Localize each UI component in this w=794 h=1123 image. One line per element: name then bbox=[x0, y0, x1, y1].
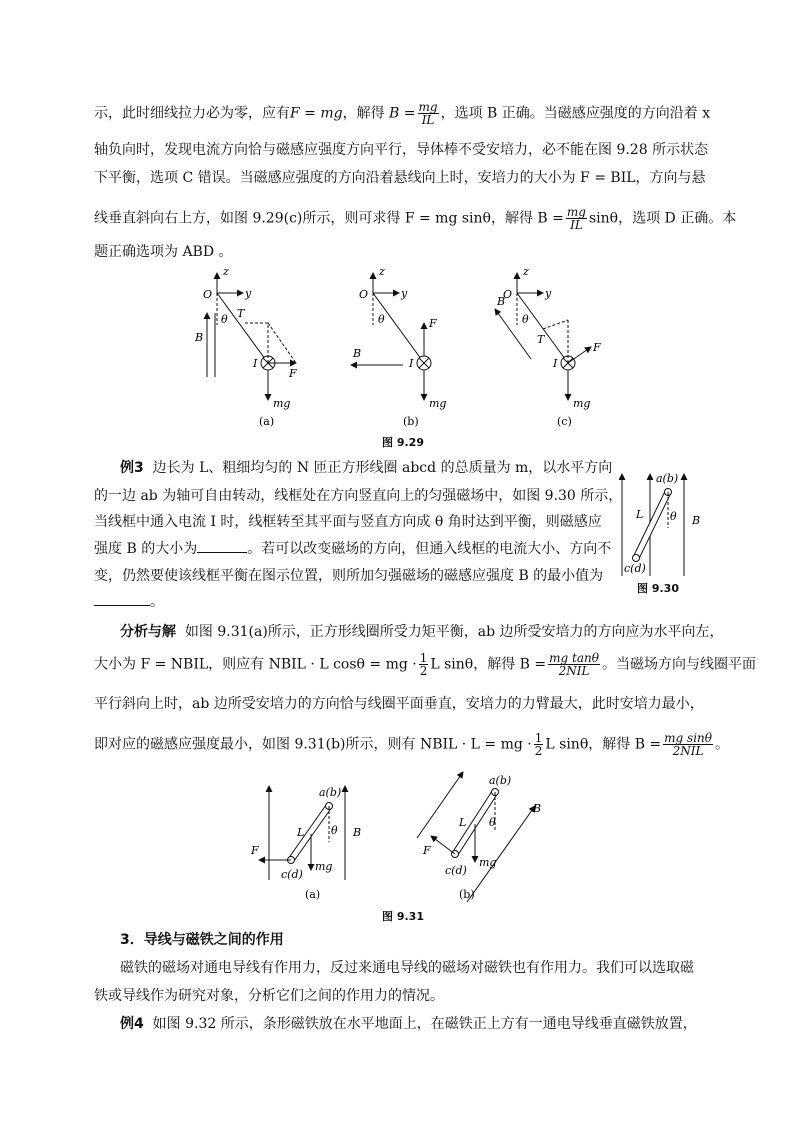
svg-text:c(d): c(d) bbox=[281, 868, 303, 881]
para1-line3: 下平衡，选项 C 错误。当磁感应强度的方向沿着悬线向上时，安培力的大小为 F = BIL，方向与悬 bbox=[94, 170, 706, 186]
ex3-line4: 强度 B 的大小为 。若可以改变磁场的方向，但通入线框的电流大小、方向不 bbox=[94, 541, 612, 557]
para1-line4: 线垂直斜向右上方，如图 9.29(c)所示，则可求得 F = mg sinθ，解得 B = $\frac{mg}{IL}$ sinθ，选项 D 正确。本 bbox=[94, 205, 737, 232]
svg-text:I: I bbox=[409, 357, 414, 370]
ex3-line2: 的一边 ab 为轴可自由转动，线框处在方向竖直向上的匀强磁场中，如图 9.30 所示， bbox=[94, 488, 623, 504]
svg-text:F: F bbox=[251, 844, 259, 857]
ex3-line1: 例3 边长为 L、粗细均匀的 N 匝正方形线圈 abcd 的总质量为 m，以水平方向 bbox=[120, 460, 613, 476]
svg-text:I: I bbox=[553, 357, 558, 370]
para1-line5: 题正确选项为 ABD 。 bbox=[94, 244, 233, 260]
svg-text:y: y bbox=[245, 287, 252, 300]
svg-text:B: B bbox=[692, 514, 701, 527]
svg-text:mg: mg bbox=[479, 856, 497, 869]
svg-text:L: L bbox=[459, 816, 467, 829]
fig929-b-label: (b) bbox=[403, 415, 419, 428]
svg-text:z: z bbox=[379, 265, 385, 278]
figure-9-30 bbox=[612, 468, 712, 578]
svg-text:θ: θ bbox=[522, 313, 529, 326]
analysis-line1: 分析与解 如图 9.31(a)所示，正方形线圈所受力矩平衡，ab 边所受安培力的方向应为水平向左， bbox=[120, 624, 724, 640]
svg-text:mg: mg bbox=[273, 397, 291, 410]
svg-text:y: y bbox=[401, 287, 408, 300]
svg-text:mg: mg bbox=[429, 397, 447, 410]
ex3-line3: 当线框中通入电流 I 时，线框转至其平面与竖直方向成 θ 角时达到平衡，则磁感应 bbox=[94, 514, 602, 530]
svg-text:a(b): a(b) bbox=[319, 786, 342, 799]
fig931-caption: 图 9.31 bbox=[382, 910, 424, 923]
fig929-c-label: (c) bbox=[557, 415, 572, 428]
svg-text:θ: θ bbox=[331, 824, 338, 837]
svg-text:O: O bbox=[359, 288, 369, 301]
ex3-line5: 变，仍然要使该线框平衡在图示位置，则所加匀强磁场的磁感应强度 B 的最小值为 bbox=[94, 568, 604, 584]
svg-text:L: L bbox=[297, 826, 305, 839]
svg-text:mg: mg bbox=[573, 397, 591, 410]
section3-title: 3．导线与磁铁之间的作用 bbox=[120, 932, 284, 948]
svg-text:B: B bbox=[195, 331, 204, 344]
svg-text:F: F bbox=[289, 367, 297, 380]
section3-para-line1: 磁铁的磁场对通电导线有作用力，反过来通电导线的磁场对磁铁也有作用力。我们可以选取磁 bbox=[120, 960, 694, 976]
ex3-line6: 。 bbox=[94, 592, 604, 612]
fig931-b-label: (b) bbox=[459, 888, 475, 901]
analysis-line4: 即对应的磁感应强度最小，如图 9.31(b)所示，则有 NBIL · L = mg · $\frac{1}{2}$ L sinθ，解得 B = $\frac{\text{mg sinθ}}{\text{2NIL}}$ 。 bbox=[94, 731, 729, 758]
svg-text:B: B bbox=[533, 802, 542, 815]
fig930-caption: 图 9.30 bbox=[637, 582, 679, 595]
svg-text:B: B bbox=[353, 826, 362, 839]
fig929-b-diagram bbox=[351, 265, 446, 410]
fig929-a-label: (a) bbox=[259, 415, 275, 428]
svg-text:I: I bbox=[253, 357, 258, 370]
svg-text:mg: mg bbox=[315, 860, 333, 873]
svg-text:θ: θ bbox=[670, 510, 677, 523]
svg-text:T: T bbox=[537, 333, 545, 346]
svg-text:L: L bbox=[636, 508, 644, 521]
svg-text:O: O bbox=[203, 288, 213, 301]
svg-text:a(b): a(b) bbox=[656, 472, 679, 485]
svg-text:z: z bbox=[223, 265, 229, 278]
fig929-c-diagram bbox=[495, 265, 601, 410]
svg-text:a(b): a(b) bbox=[489, 774, 512, 787]
svg-text:y: y bbox=[545, 287, 552, 300]
figure-9-29 bbox=[185, 265, 625, 435]
svg-text:O: O bbox=[503, 288, 513, 301]
svg-text:z: z bbox=[523, 265, 529, 278]
svg-text:B: B bbox=[497, 295, 506, 308]
fig929-a-diagram bbox=[194, 265, 297, 410]
figure-9-31 bbox=[245, 770, 555, 905]
svg-text:F: F bbox=[593, 341, 601, 354]
svg-text:θ: θ bbox=[378, 313, 385, 326]
svg-text:F: F bbox=[429, 317, 437, 330]
svg-text:c(d): c(d) bbox=[445, 864, 467, 877]
svg-text:θ: θ bbox=[221, 313, 228, 326]
fig929-caption: 图 9.29 bbox=[382, 436, 424, 449]
fig931-a-label: (a) bbox=[305, 888, 321, 901]
section3-para-line2: 铁或导线作为研究对象，分析它们之间的作用力的情况。 bbox=[94, 988, 444, 1004]
para1-line1: 示，此时细线拉力必为零，应有F = mg，解得 B = $\frac{mg}{IL}$ ，选项 B 正确。当磁感应强度的方向沿着 x bbox=[94, 100, 711, 127]
svg-text:B: B bbox=[353, 347, 362, 360]
svg-text:c(d): c(d) bbox=[624, 562, 646, 575]
svg-text:θ: θ bbox=[489, 816, 496, 829]
para1-line2: 轴负向时，发现电流方向恰与磁感应强度方向平行，导体棒不受安培力，必不能在图 9.28 所示状态 bbox=[94, 142, 709, 158]
analysis-line3: 平行斜向上时，ab 边所受安培力的方向恰与线圈平面垂直，安培力的力臂最大，此时安培力最小， bbox=[94, 696, 704, 712]
analysis-line2: 大小为 F = NBIL，则应有 NBIL · L cosθ = mg · $\frac{1}{2}$ L sinθ，解得 B = $\frac{\text{mg tanθ}}{\text{2NIL}}$ 。当磁场方向与线圈平面 bbox=[94, 651, 756, 678]
svg-text:F: F bbox=[423, 844, 431, 857]
svg-text:T: T bbox=[237, 307, 245, 320]
ex4-line1: 例4 如图 9.32 所示，条形磁铁放在水平地面上，在磁铁正上方有一通电导线垂直磁铁放置， bbox=[120, 1016, 697, 1032]
